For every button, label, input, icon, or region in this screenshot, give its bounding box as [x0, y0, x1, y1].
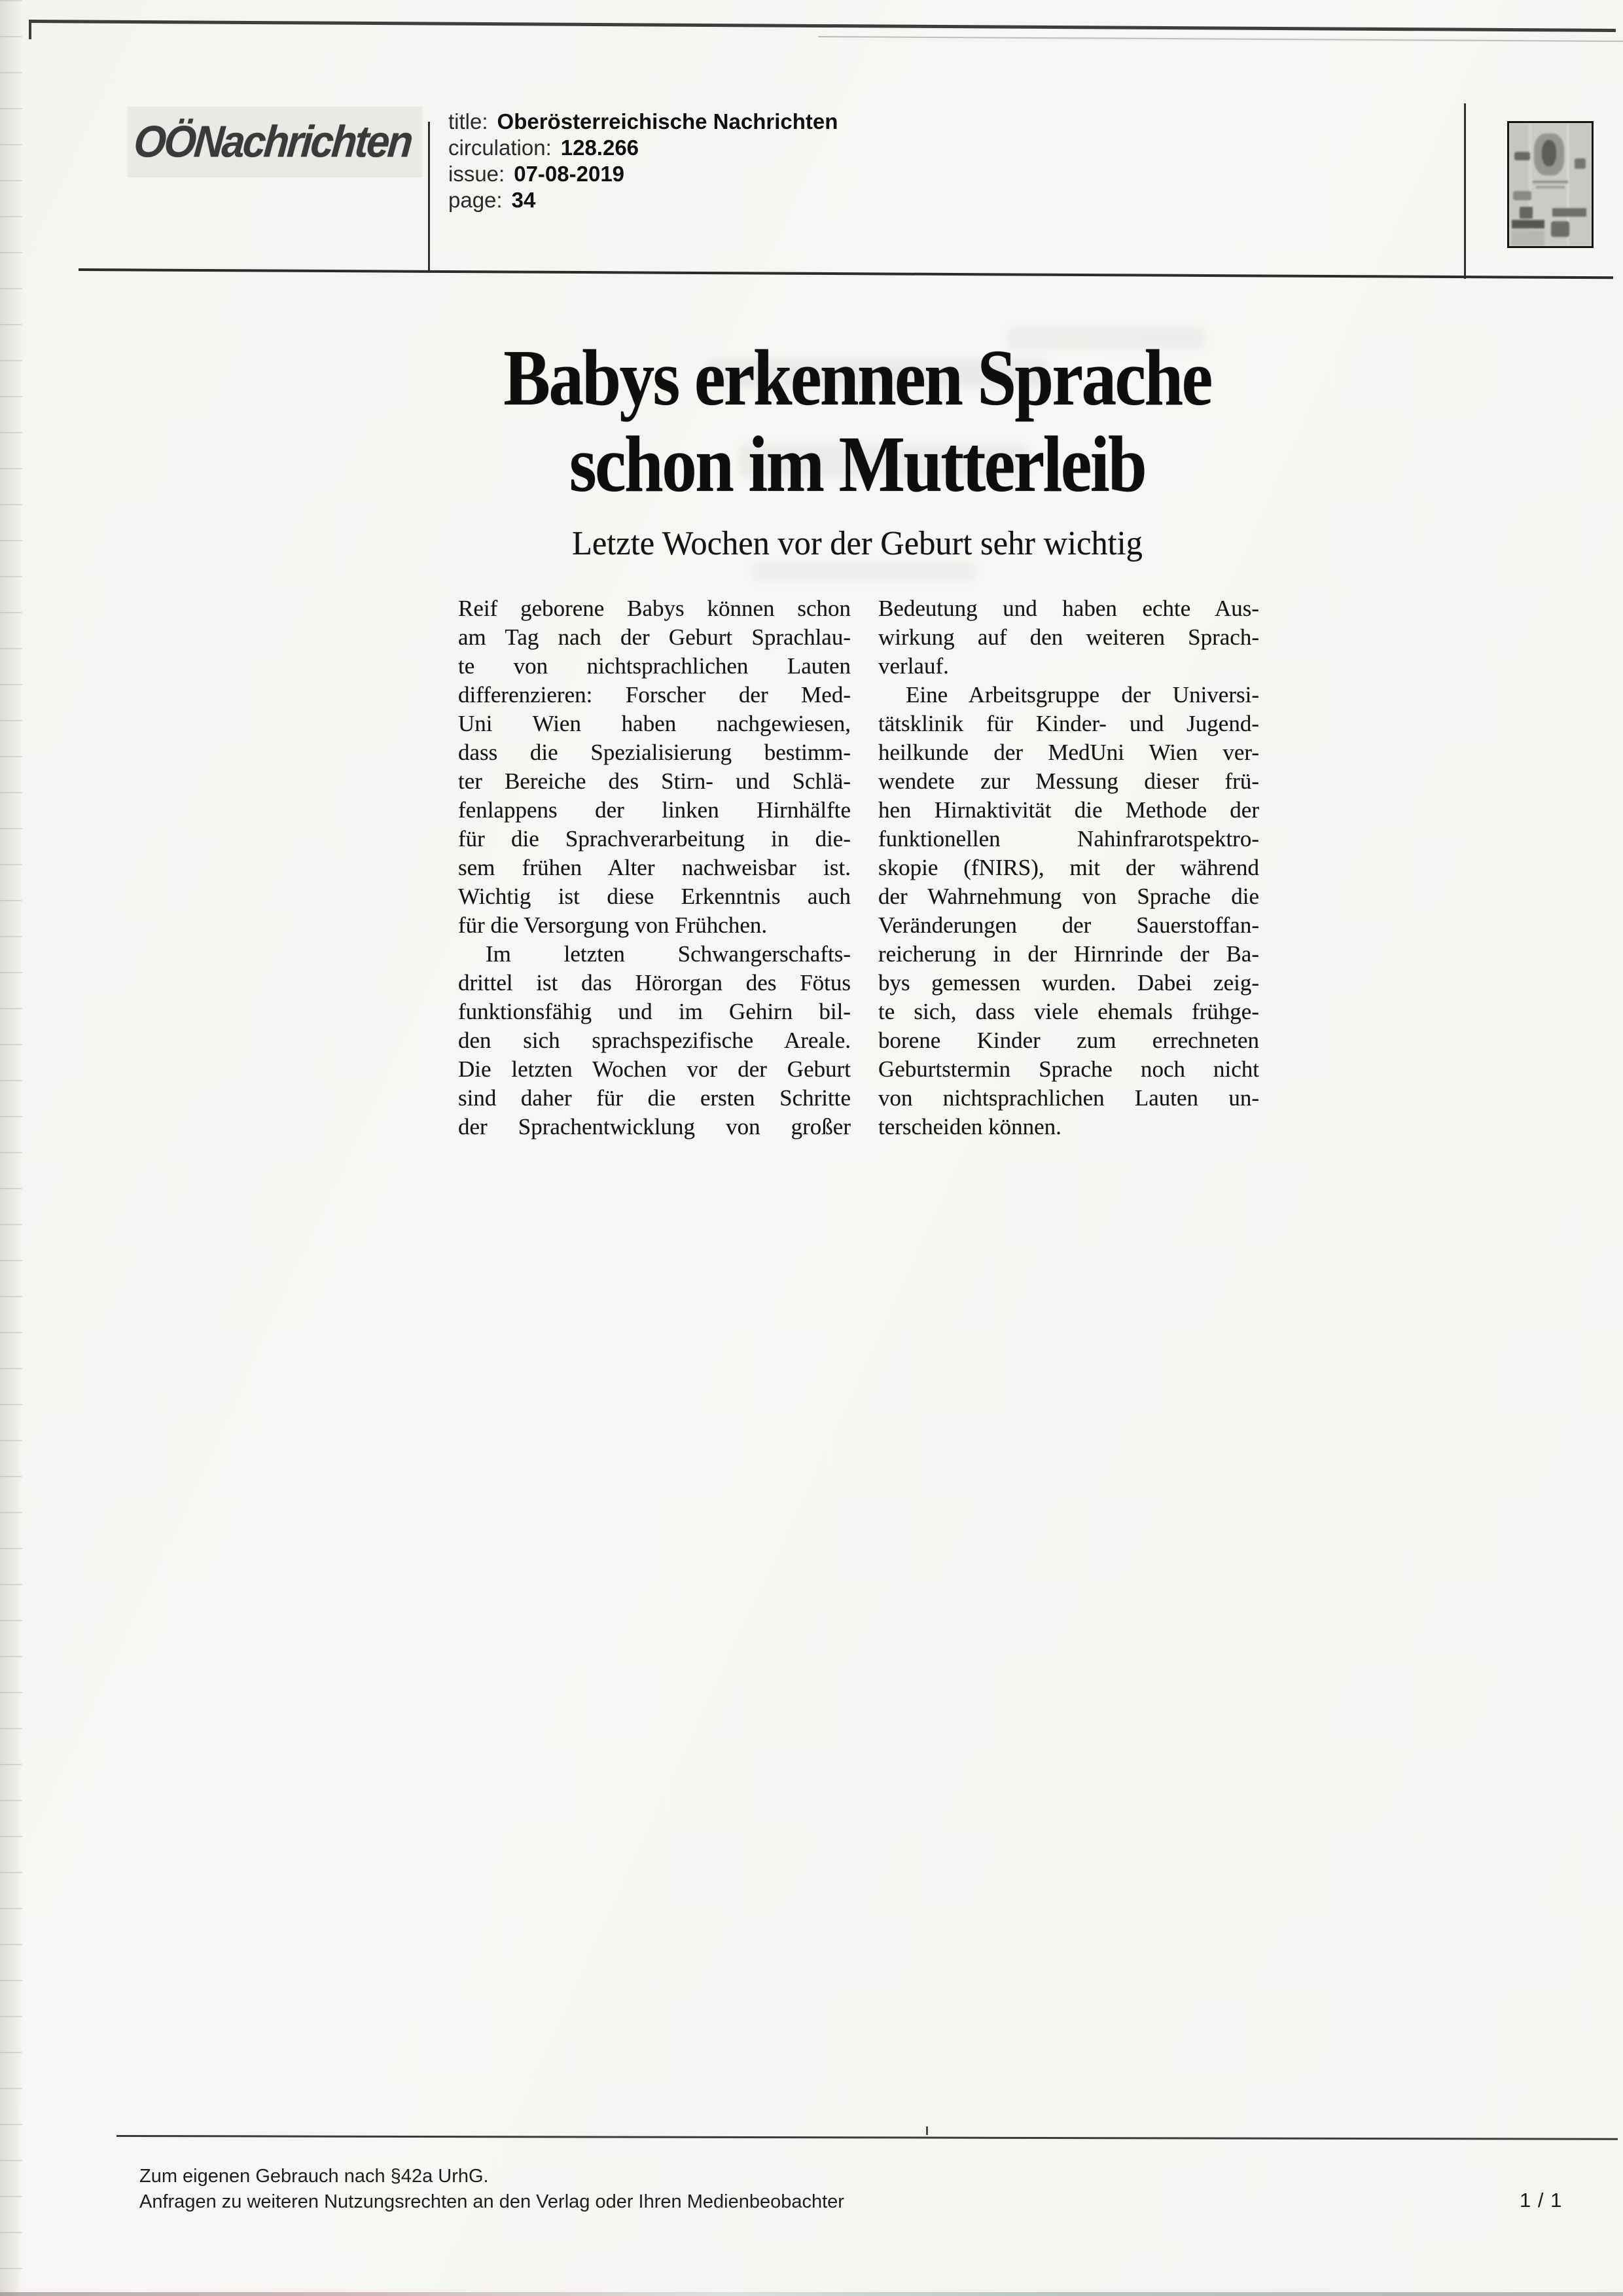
metadata-label: page:: [448, 188, 503, 212]
header-vertical-divider: [428, 122, 430, 270]
metadata-value: 128.266: [560, 135, 639, 160]
metadata-label: issue:: [448, 162, 505, 186]
page-thumbnail: [1507, 121, 1594, 248]
article-header: [452, 335, 1263, 563]
article-text-line: dass die Spezialisierung bestimm-: [458, 740, 851, 765]
article-text-line: ter Bereiche des Stirn- und Schlä-: [458, 768, 851, 794]
article-text-line: den sich sprachspezifische Areale.: [458, 1028, 851, 1053]
scan-edge-artifact: [0, 0, 22, 2296]
article-text-line: tätsklinik für Kinder- und Jugend-: [878, 711, 1259, 736]
metadata-value: 34: [511, 188, 536, 212]
article-text-line: Veränderungen der Sauerstoffan-: [878, 912, 1259, 938]
article-column-left: [458, 594, 851, 1141]
header-horizontal-rule: [79, 268, 1613, 279]
article-text-line: sem frühen Alter nachweisbar ist.: [458, 855, 851, 880]
article-text-line: funktionellen Nahinfrarotspektro-: [878, 826, 1259, 852]
article-text-line: sind daher für die ersten Schritte: [458, 1085, 851, 1111]
publication-logo: [128, 107, 422, 177]
article-text-line: für die Versorgung von Frühchen.: [458, 912, 768, 938]
metadata-label: title:: [448, 109, 488, 134]
header-vertical-divider: [1464, 103, 1466, 279]
footer-horizontal-rule: [116, 2135, 1618, 2140]
article-text-line: skopie (fNIRS), mit der während: [878, 855, 1259, 880]
article-text-line: drittel ist das Hörorgan des Fötus: [458, 970, 851, 996]
publication-logo-text: OÖNachrichten: [132, 117, 414, 167]
article-text-line: borene Kinder zum errechneten: [878, 1028, 1259, 1053]
article-text-line: am Tag nach der Geburt Sprachlau-: [458, 624, 851, 650]
article-text-line: Reif geborene Babys können schon: [458, 596, 851, 621]
metadata-value: Oberösterreichische Nachrichten: [497, 109, 838, 134]
article-headline-line1: Babys erkennen Sprache: [503, 334, 1211, 422]
metadata-row: [448, 109, 838, 135]
article-text-line: für die Sprachverarbeitung in die-: [458, 826, 851, 852]
metadata-value: 07-08-2019: [514, 162, 625, 186]
page-indicator: 1 / 1: [1520, 2189, 1563, 2212]
scan-mark-artifact: [926, 2126, 928, 2135]
article-text-line: der Wahrnehmung von Sprache die: [878, 884, 1259, 909]
article-text-line: der Sprachentwicklung von großer: [458, 1114, 851, 1139]
article-body: [458, 594, 1259, 1141]
article-text-line: Geburtstermin Sprache noch nicht: [878, 1056, 1259, 1082]
article-text-line: Eine Arbeitsgruppe der Universi-: [906, 682, 1259, 708]
metadata-row: [448, 161, 838, 187]
article-text-line: Die letzten Wochen vor der Geburt: [458, 1056, 851, 1082]
article-text-line: von nichtsprachlichen Lauten un-: [878, 1085, 1259, 1111]
copyright-line2: Anfragen zu weiteren Nutzungsrechten an den Verlag oder Ihren Medienbeobachter: [139, 2191, 844, 2212]
scan-line-artifact: [818, 36, 1623, 42]
page-thumbnail-content: [1509, 123, 1592, 246]
scan-line-artifact: [29, 20, 31, 39]
article-text-line: reicherung in der Hirnrinde der Ba-: [878, 941, 1259, 967]
article-text-line: heilkunde der MedUni Wien ver-: [878, 740, 1259, 765]
article-text-line: te von nichtsprachlichen Lauten: [458, 653, 851, 679]
article-subheadline: Letzte Wochen vor der Geburt sehr wichtig: [572, 525, 1143, 562]
article-text-line: terscheiden können.: [878, 1114, 1061, 1139]
article-text-line: bys gemessen wurden. Dabei zeig-: [878, 970, 1259, 996]
metadata-row: [448, 187, 838, 213]
scan-edge-artifact: [0, 2292, 1623, 2296]
paper-showthrough: [753, 562, 975, 581]
article-text-line: Uni Wien haben nachgewiesen,: [458, 711, 851, 736]
article-text-line: funktionsfähig und im Gehirn bil-: [458, 999, 851, 1024]
copyright-line1: Zum eigenen Gebrauch nach §42a UrhG.: [139, 2166, 489, 2187]
article-text-line: te sich, dass viele ehemals frühge-: [878, 999, 1259, 1024]
article-text-line: Wichtig ist diese Erkenntnis auch: [458, 884, 851, 909]
article-text-line: hen Hirnaktivität die Methode der: [878, 797, 1259, 823]
article-text-line: wirkung auf den weiteren Sprach-: [878, 624, 1259, 650]
article-text-line: verlauf.: [878, 653, 949, 679]
metadata-row: [448, 135, 838, 161]
article-text-line: Im letzten Schwangerschafts-: [486, 941, 851, 967]
metadata-label: circulation:: [448, 135, 552, 160]
article-text-line: wendete zur Messung dieser frü-: [878, 768, 1259, 794]
article-text-line: fenlappens der linken Hirnhälfte: [458, 797, 851, 823]
article-column-right: [878, 594, 1259, 1141]
article-text-line: differenzieren: Forscher der Med-: [458, 682, 851, 708]
scan-line-artifact: [29, 20, 1616, 32]
copyright-notice: [139, 2164, 844, 2215]
article-text-line: Bedeutung und haben echte Aus-: [878, 596, 1259, 621]
clipping-metadata: [448, 109, 838, 213]
article-headline-line2: schon im Mutterleib: [569, 420, 1146, 509]
